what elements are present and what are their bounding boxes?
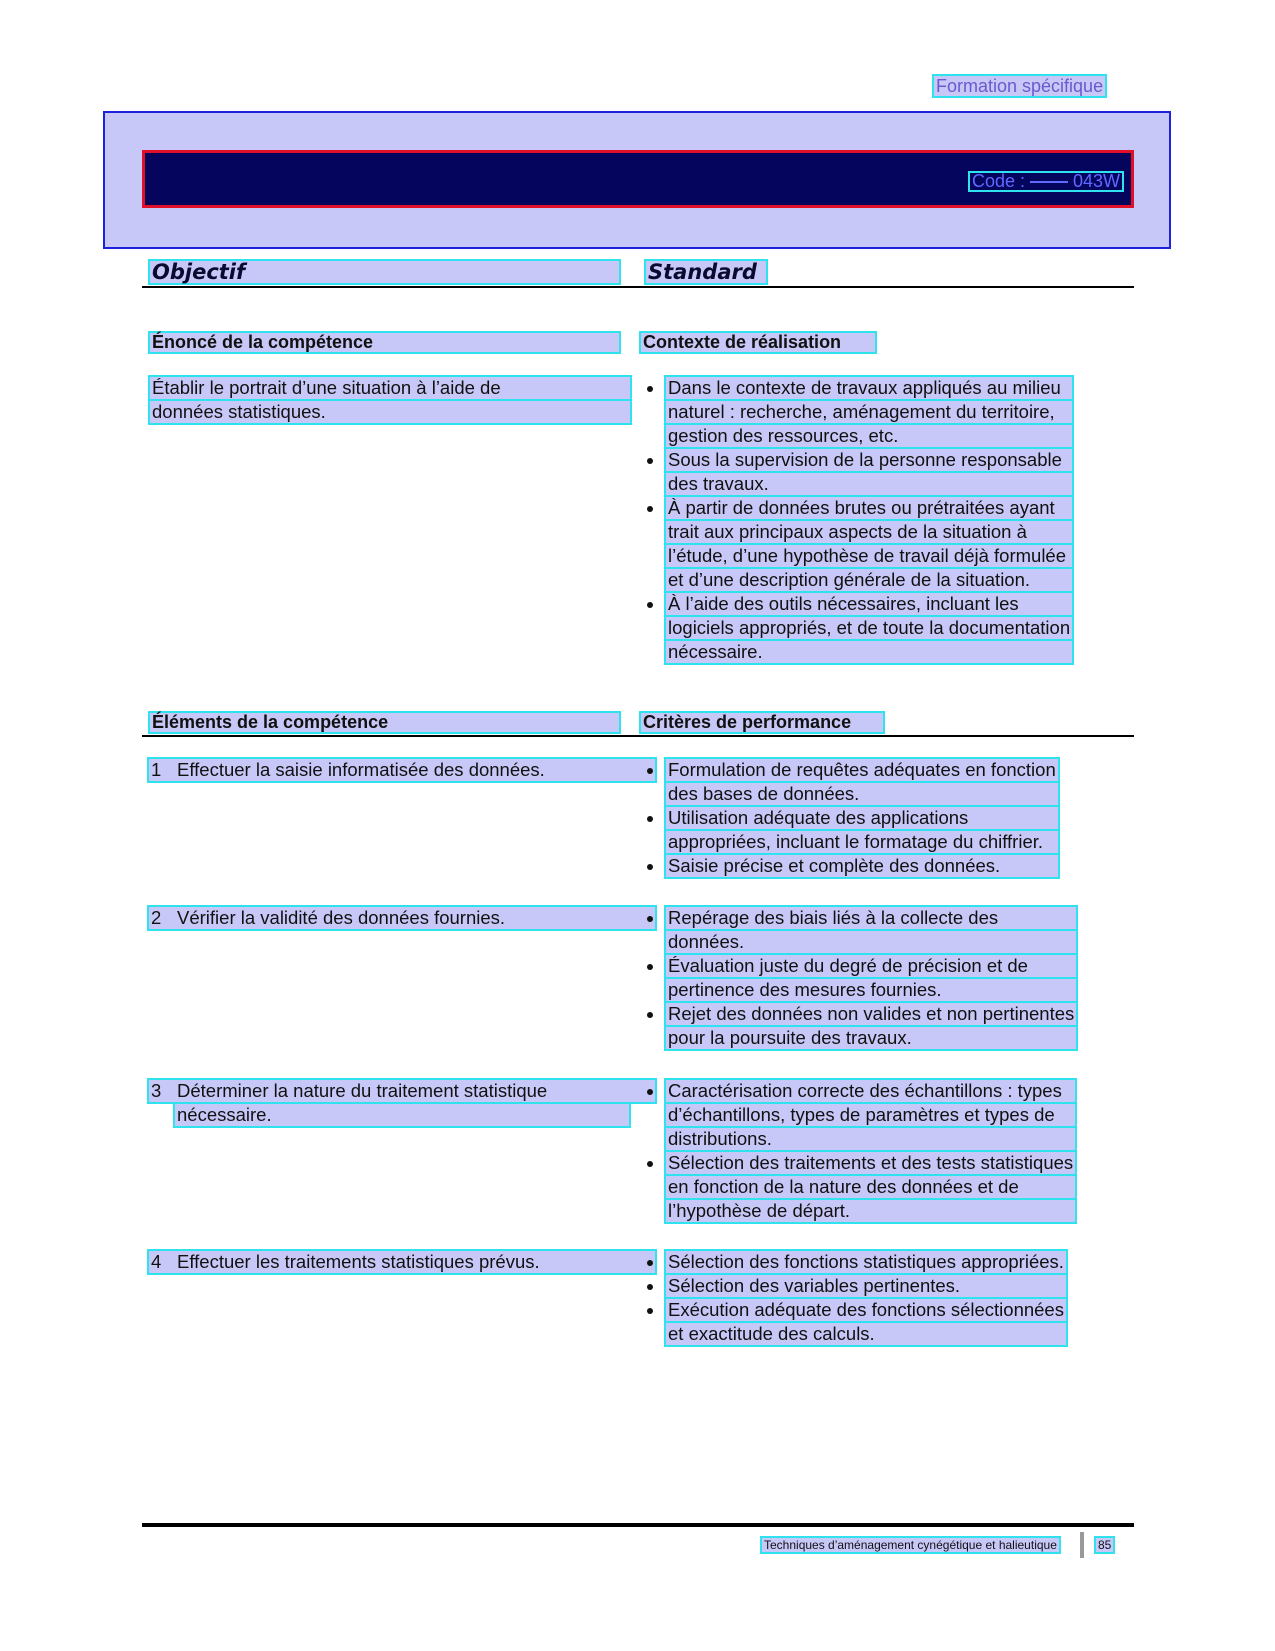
bullet-line: Dans le contexte de travaux appliqués au milieu: [666, 377, 1072, 399]
footer-rule: [142, 1523, 1134, 1527]
bullet-line: À partir de données brutes ou prétraitées ayant: [666, 497, 1072, 519]
bullet-item: [642, 855, 1058, 877]
bullet-line: nécessaire.: [666, 641, 1072, 663]
bullet-item: [642, 807, 1058, 853]
bullet-item: [642, 1299, 1066, 1345]
element-number: 4: [151, 1251, 162, 1272]
criteria-heading: Critères de performance: [641, 713, 883, 732]
elements-divider: [142, 735, 1134, 737]
bullet-line: Rejet des données non valides et non pertinentes: [668, 1003, 1075, 1024]
bullet-line: appropriées, incluant le formatage du chiffrier.: [666, 831, 1058, 853]
element-line: Effectuer les traitements statistiques prévus.: [149, 1251, 655, 1273]
bullet-line: gestion des ressources, etc.: [666, 425, 1072, 447]
bullet-line: pour la poursuite des travaux.: [666, 1027, 1076, 1049]
element-line: Déterminer la nature du traitement statistique: [149, 1080, 655, 1102]
element-item: [149, 759, 629, 783]
bullet-line: Sous la supervision de la personne responsable: [666, 449, 1072, 471]
criteria-list: [642, 907, 1076, 1051]
bullet-item: [642, 955, 1076, 1001]
code-label: Code :: [972, 171, 1026, 191]
bullet-line: données.: [666, 931, 1076, 953]
bullet-line: en fonction de la nature des données et de: [666, 1176, 1075, 1198]
bullet-line: Sélection des traitements et des tests statistiques: [668, 1152, 1074, 1173]
bullet-item: [642, 759, 1058, 805]
context-list: [642, 377, 1072, 665]
bullet-item: [642, 1251, 1066, 1273]
bullet-item: [642, 377, 1072, 447]
page-number: 85: [1098, 1538, 1112, 1552]
element-number: 3: [151, 1080, 162, 1101]
heading-divider: [142, 286, 1134, 288]
criteria-list: [642, 1251, 1066, 1347]
section-label: Formation spécifique: [936, 76, 1104, 96]
bullet-line: Repérage des biais liés à la collecte des: [666, 907, 1076, 929]
bullet-item: [642, 1003, 1076, 1049]
element-item: [149, 1080, 629, 1128]
footer-separator: [1080, 1532, 1084, 1558]
bullet-line: Sélection des fonctions statistiques appropriées.: [666, 1251, 1066, 1273]
bullet-line: Exécution adéquate des fonctions sélectionnées: [668, 1299, 1064, 1320]
bullet-line: Utilisation adéquate des applications: [666, 807, 1058, 829]
bullet-line: Évaluation juste du degré de précision et de: [666, 955, 1076, 977]
competence-line: données statistiques.: [150, 401, 630, 423]
bullet-line: distributions.: [666, 1128, 1075, 1150]
element-line: Effectuer la saisie informatisée des données.: [149, 759, 655, 781]
element-line: Vérifier la validité des données fournies.: [149, 907, 655, 929]
bullet-line: trait aux principaux aspects de la situation à: [666, 521, 1072, 543]
bullet-item: [642, 497, 1072, 591]
bullet-line: Saisie précise et complète des données.: [666, 855, 1058, 877]
element-item: [149, 1251, 629, 1275]
bullet-line: l’hypothèse de départ.: [666, 1200, 1075, 1222]
bullet-line: Caractérisation correcte des échantillons : types: [666, 1080, 1075, 1102]
column-heading-standard: Standard: [646, 261, 766, 283]
bullet-line: et exactitude des calculs.: [666, 1323, 1066, 1345]
bullet-item: [642, 449, 1072, 495]
bullet-item: [642, 1080, 1075, 1150]
bullet-line: des travaux.: [666, 473, 1072, 495]
element-item: [149, 907, 629, 931]
bullet-line: Formulation de requêtes adéquates en fonction: [668, 759, 1056, 780]
competence-statement: [150, 377, 630, 425]
bullet-line: naturel : recherche, aménagement du territoire,: [666, 401, 1072, 423]
bullet-line: d’échantillons, types de paramètres et types de: [666, 1104, 1075, 1126]
element-number: 1: [151, 759, 162, 780]
bullet-item: [642, 1152, 1075, 1222]
code-separator: [1030, 181, 1068, 183]
bullet-line: logiciels appropriés, et de toute la documentation: [668, 617, 1071, 638]
bullet-item: [642, 907, 1076, 953]
competence-line: Établir le portrait d’une situation à l’aide de: [150, 377, 630, 399]
competency-code: [968, 171, 1124, 192]
bullet-line: À l’aide des outils nécessaires, incluant les: [666, 593, 1072, 615]
bullet-line: et d’une description générale de la situation.: [666, 569, 1072, 591]
criteria-list: [642, 759, 1058, 879]
code-value: 043W: [1072, 171, 1120, 191]
bullet-line: l’étude, d’une hypothèse de travail déjà formulée: [666, 545, 1072, 567]
competence-heading: Énoncé de la compétence: [150, 333, 619, 352]
bullet-item: [642, 1275, 1066, 1297]
footer-program: Techniques d’aménagement cynégétique et halieutique: [764, 1538, 1057, 1552]
bullet-item: [642, 593, 1072, 663]
element-number: 2: [151, 907, 162, 928]
context-heading: Contexte de réalisation: [641, 333, 875, 352]
bullet-line: des bases de données.: [666, 783, 1058, 805]
column-heading-objectif: Objectif: [150, 261, 619, 283]
criteria-list: [642, 1080, 1075, 1224]
elements-heading: Éléments de la compétence: [150, 713, 619, 732]
bullet-line: pertinence des mesures fournies.: [666, 979, 1076, 1001]
element-line: nécessaire.: [175, 1104, 629, 1126]
bullet-line: Sélection des variables pertinentes.: [666, 1275, 1066, 1297]
